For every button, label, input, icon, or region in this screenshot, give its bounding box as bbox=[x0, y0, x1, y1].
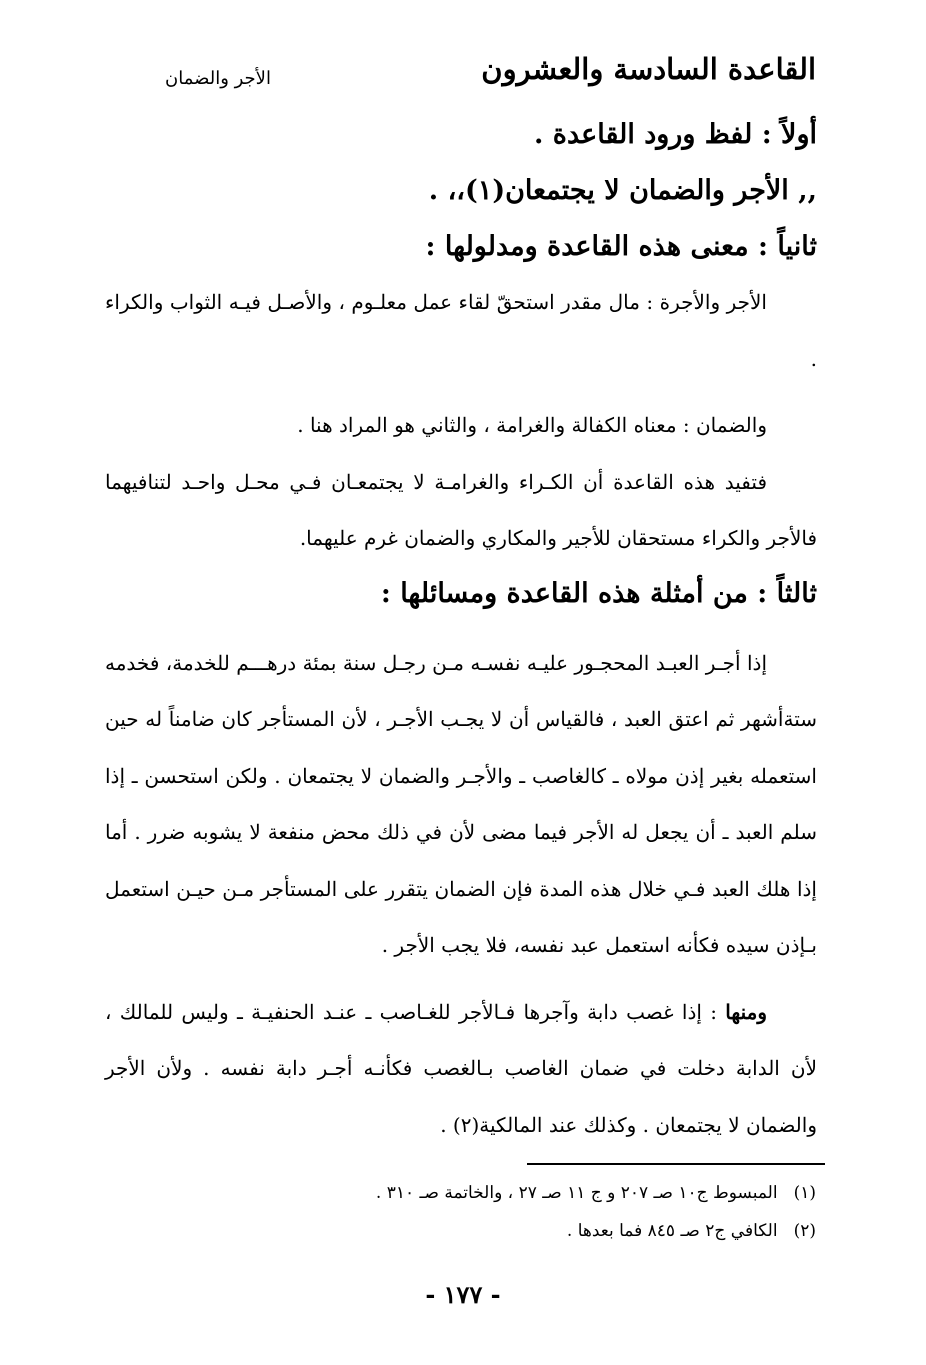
section-heading-first: أولاً : لفظ ورود القاعدة . bbox=[534, 119, 817, 150]
footnote-text: المبسوط ج١٠ صـ ٢٠٧ و ج ١١ صـ ٢٧ ، والخاتمة صـ ٣١٠ . bbox=[375, 1183, 778, 1203]
rule-text: ,, الأجر والضمان لا يجتمعان(١)،، . bbox=[428, 175, 817, 206]
running-head: الأجر والضمان bbox=[165, 68, 271, 89]
footnote-divider bbox=[527, 1163, 825, 1165]
section-heading-second: ثانياً : معنى هذه القاعدة ومدلولها : bbox=[425, 231, 817, 262]
page-body bbox=[105, 108, 817, 1153]
paragraph-example-one: إذا أجـر العبـد المحجـور عليـه نفسـه مـن رجـل سنة بمئة درهـــم للخدمة، فخدمه ستةأشهر ثم اعتق العبد ، فالقياس أن لا يجـب الأجـر ، لأن المستأجر كان ضامناً له حين استعمله بغير إذن مولاه ـ كالغاصب ـ والأجـر والضمان لا يجتمعان . ولكن استحسن ـ إذا سلم العبد ـ أن يجعل له الأجر فيما مضى لأن في ذلك محض منفعة لا يشوبه ضرر . أما إذا هلك العبد فـي خلال هذه المدة فإن الضمان يتقرر على المستأجر مـن حيـن استعمل بـإذن سيده فكأنه استعمل عبد نفسه، فلا يجب الأجر . bbox=[105, 650, 817, 957]
footnote-item bbox=[176, 1174, 816, 1212]
paragraph-daman-definition: والضمان : معناه الكفالة والغرامة ، والثاني هو المراد هنا . bbox=[297, 413, 767, 437]
paragraph-example-two bbox=[105, 984, 817, 1154]
section-heading-third: ثالثاً : من أمثلة هذه القاعدة ومسائلها : bbox=[380, 577, 817, 609]
example-two-text: : إذا غصب دابة وآجرها فـالأجر للغـاصب ـ عنـد الحنفيـة ـ وليس للمالك ، لأن الدابة دخلت في ضمان الغاصب بـالغصب فكأنـه أجـر دابة نفسه . ولأن الأجر والضمان لا يجتمعان . وكذلك عند المالكية(٢) . bbox=[105, 999, 817, 1137]
page-header bbox=[105, 52, 816, 96]
paragraph-meaning: فتفيد هذه القاعدة أن الكـراء والغرامـة لا يجتمعـان فـي محـل واحـد لتنافيهما فالأجر والكراء مستحقان للأجير والمكاري والضمان غرم عليهما. bbox=[105, 469, 817, 550]
footnote-number: (٢) bbox=[793, 1221, 816, 1241]
footnote-number: (١) bbox=[793, 1183, 816, 1203]
footnotes bbox=[176, 1174, 816, 1250]
footnote-item bbox=[176, 1212, 816, 1250]
chapter-title: القاعدة السادسة والعشرون bbox=[481, 52, 816, 86]
page-number: - ١٧٧ - bbox=[425, 1280, 501, 1309]
paragraph-ajr-definition: الأجر والأجرة : مال مقدر استحقّ لقاء عمل معلـوم ، والأصـل فيـه الثواب والكراء . bbox=[105, 290, 817, 371]
example-two-lead: ومنها bbox=[725, 999, 767, 1024]
footnote-text: الكافي ج٢ صـ ٨٤٥ فما بعدها . bbox=[566, 1221, 778, 1241]
